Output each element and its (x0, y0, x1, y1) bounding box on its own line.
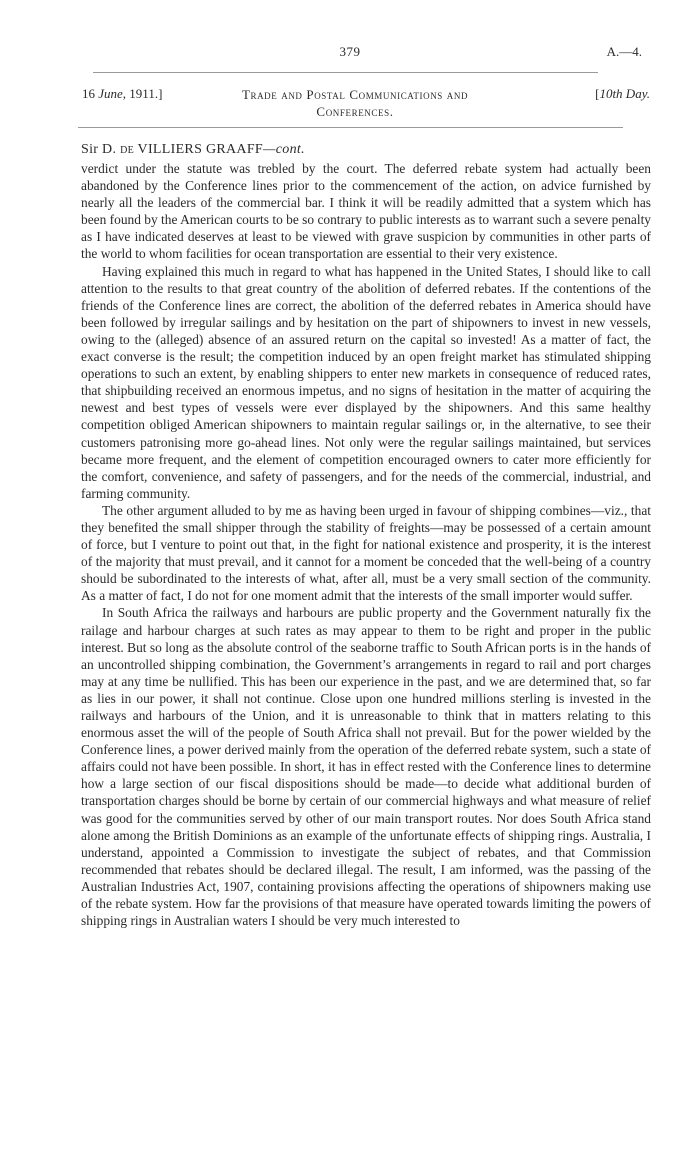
day-prefix: [ (595, 86, 600, 101)
running-title: Trade and Postal Communications and Conferences. (241, 87, 469, 119)
speaker-heading (81, 142, 305, 158)
speaker-continued: —cont. (263, 142, 305, 157)
speaker-particle: de (120, 142, 134, 157)
speaker-surname: VILLIERS GRAAFF (134, 142, 264, 157)
page-number: 379 (339, 44, 361, 59)
session-day (595, 86, 650, 102)
body-text (81, 160, 651, 929)
session-date (82, 86, 162, 102)
date-suffix: , 1911.] (122, 86, 163, 101)
header-rule-bottom (78, 127, 623, 128)
paragraph-2: Having explained this much in regard to what has happened in the United States, I should like to call attention to the results to that great country of the abolition of deferred rebates. If the contentions of the friends of the Conference lines are correct, the abolition of the deferred rebates in America should have been followed by irregular sailings and by hesitation on the part of shipowners to invest in new vessels, owing to the (alleged) absence of an assured return on the capital so invested! As a matter of fact, the exact converse is the result; the competition induced by an open freight market has stimulated shipping operations to such an extent, by enabling shippers to enter new markets in consequence of reduced rates, that shipbuilding received an enormous impetus, and no signs of hesitation in the matter of acquiring the newest and best types of vessels were ever displayed by the shipowners. And this same healthy competition obliged American shipowners to maintain regular sailings or, in the alternative, to see their customers patronising more go-ahead lines. Not only were the regular sailings maintained, but services became more frequent, and the element of competition encouraged owners to cater more efficiently for the comfort, convenience, and safety of passengers, and for the needs of the commercial, industrial, and farming community. (81, 263, 651, 501)
header-rule-top (93, 72, 598, 73)
date-prefix: 16 (82, 86, 99, 101)
speaker-prefix: Sir D. (81, 142, 121, 157)
paragraph-1: verdict under the statute was trebled by the court. The deferred rebate system had actually been abandoned by the Conference lines prior to the commencement of the action, on advice furnished by nearly all the leaders of the commercial bar. I think it will be readily admitted that a system which has been found by the American courts to be so contrary to public interests as to warrant such a severe penalty as I have indicated deserves at least to be viewed with grave suspicion by communities in other parts of the world to whom facilities for ocean transportation are essential to their very existence. (81, 161, 651, 262)
day-ordinal: 10th Day. (599, 86, 650, 101)
date-month: June (98, 86, 123, 101)
paragraph-4: In South Africa the railways and harbours are public property and the Government naturally fix the railage and harbour charges at such rates as may appear to them to be right and proper in the public interest. But so long as the absolute control of the seaborne traffic to South African ports is in the hands of an uncontrolled shipping combination, the Government’s arrangements in regard to rail and port charges may at any time be nullified. This has been our experience in the past, and we are determined that, so far as lies in our power, it shall not continue. Close upon one hundred millions sterling is invested in the railways and harbours of the Union, and it is unreasonable to think that in matters relating to this enormous asset the will of the people of South Africa shall not prevail. But for the power wielded by the Conference lines, a power derived mainly from the operation of the deferred rebate system, such a state of affairs could not have been possible. In short, it has in effect rested with the Conference lines to determine how a large section of our fiscal dispositions should be made—to decide what additional burden of transportation charges should be borne by certain of our commercial highways and what measure of relief was good for the communities served by other of our main transport routes. Nor does South Africa stand alone among the British Dominions as an example of the unfortunate effects of shipping rings. Australia, I understand, appointed a Commission to investigate the subject of rebates, and that Commission recommended that rebates should be declared illegal. The result, I am informed, was the passing of the Australian Industries Act, 1907, containing provisions affecting the operations of shipowners making use of the rebate system. How far the provisions of that measure have operated towards limiting the powers of shipping rings in Australian waters I should be very much interested to (81, 605, 651, 929)
paper-reference: A.—4. (606, 44, 642, 59)
paragraph-3: The other argument alluded to by me as having been urged in favour of shipping combines—viz., that they benefited the small shipper through the stability of freights—may be possessed of a certain amount of force, but I venture to point out that, in the fight for national existence and prosperity, it is the interest of the majority that must prevail, and it cannot for a moment be conceded that the well-being of a country should be subordinated to the interests of what, after all, must be a very small section of the community. As a matter of fact, I do not for one moment admit that the interests of the small importer would suffer. (81, 502, 651, 604)
